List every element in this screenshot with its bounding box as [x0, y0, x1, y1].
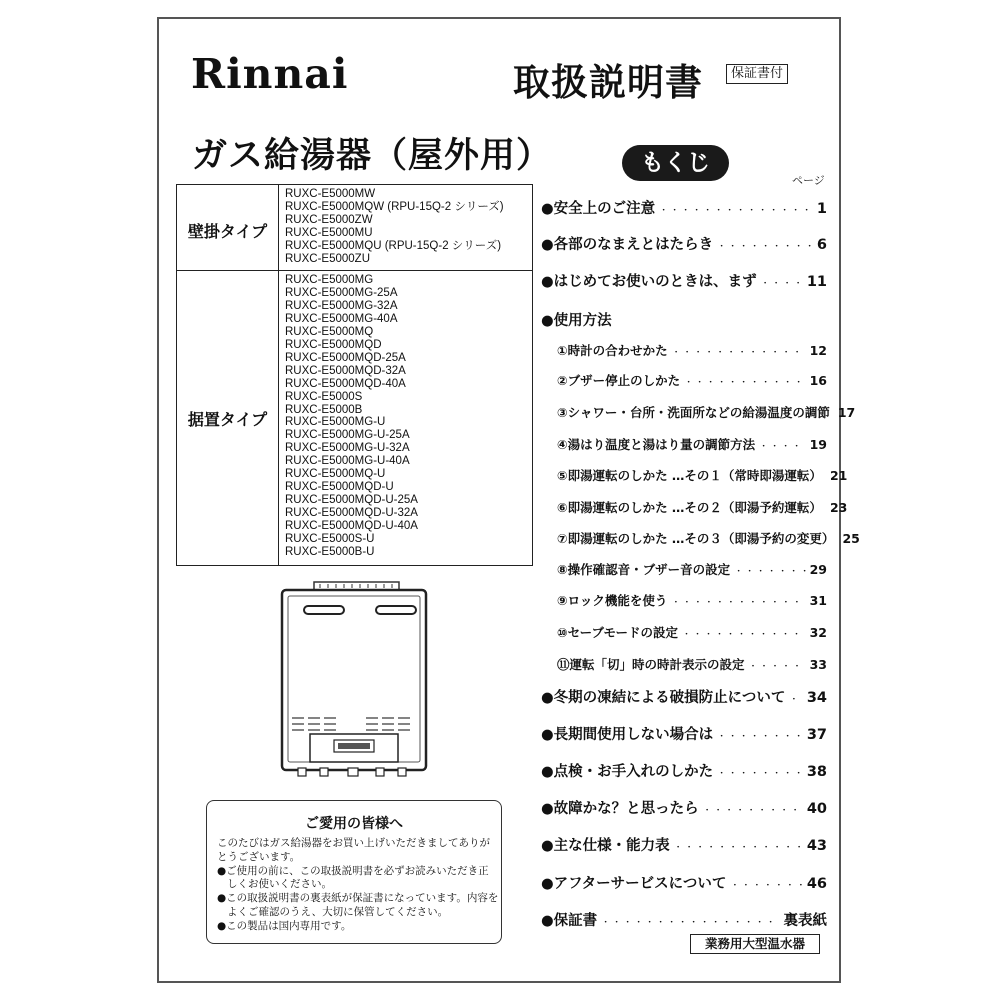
toc-item	[557, 655, 827, 673]
model-table	[176, 184, 533, 566]
toc-item-label: ③シャワー・台所・洗面所などの給湯温度の調節	[557, 405, 830, 420]
notice-box	[206, 800, 502, 944]
toc-item-label: ●主な仕様・能力表	[541, 838, 670, 854]
model-number: RUXC-E5000MG-U-25A	[285, 429, 410, 442]
toc-item-label: ●アフターサービスについて	[541, 876, 727, 892]
model-number: RUXC-E5000MQU (RPU-15Q-2 シリーズ)	[285, 239, 502, 252]
model-number: RUXC-E5000MG	[285, 274, 374, 286]
page-column-label: ページ	[792, 174, 825, 187]
toc-item-label: ⑧操作確認音・ブザー音の設定	[557, 562, 731, 577]
toc-leader-dots	[684, 373, 806, 388]
model-number: RUXC-E5000MQD-U-25A	[285, 494, 418, 507]
toc-item	[557, 341, 827, 359]
warranty-badge: 保証書付	[726, 64, 788, 84]
model-number: RUXC-E5000S	[285, 390, 363, 403]
toc-item-label: ⑦即湯運転のしかた …その３（即湯予約の変更）	[557, 531, 835, 546]
toc-leader-dots	[674, 838, 803, 854]
toc-leader-dots	[734, 562, 806, 577]
toc-item	[557, 403, 856, 421]
toc-page-number: 32	[809, 625, 827, 640]
model-type-wall: 壁掛タイプ	[187, 222, 268, 241]
toc-item	[541, 270, 827, 291]
model-number: RUXC-E5000MQD	[285, 338, 382, 351]
toc-item-label: ●故障かな？と思ったら	[541, 801, 699, 817]
toc-leader-dots	[730, 876, 802, 892]
model-list-floor	[285, 274, 418, 559]
model-number: RUXC-E5000MQD-U-32A	[285, 507, 418, 520]
toc-page-number: 1	[816, 201, 827, 217]
toc-page-number: 40	[806, 801, 827, 817]
toc-item	[557, 591, 827, 609]
toc-page-number: 46	[806, 876, 827, 892]
toc-leader-dots	[789, 690, 802, 706]
model-number: RUXC-E5000MG-25A	[285, 286, 398, 299]
toc-item-label: ②ブザー停止のしかた	[557, 373, 681, 388]
toc-item-label: ●各部のなまえとはたらき	[541, 237, 714, 253]
toc-page-number: 裏表紙	[783, 913, 827, 929]
notice-title: ご愛用の皆様へ	[305, 816, 403, 832]
toc-item	[541, 834, 827, 855]
model-number: RUXC-E5000MQD-U-40A	[285, 520, 418, 533]
model-number: RUXC-E5000MG-40A	[285, 312, 398, 325]
toc-item	[557, 498, 848, 516]
model-number: RUXC-E5000MW	[285, 188, 376, 200]
toc-heading: もくじ	[622, 145, 729, 181]
toc-item-label: ⑨ロック機能を使う	[557, 593, 668, 608]
toc-item	[541, 909, 827, 930]
toc-item	[541, 233, 827, 254]
model-number: RUXC-E5000MQD-U	[285, 481, 394, 494]
model-number: RUXC-E5000MQ	[285, 325, 374, 338]
toc-item-label: ⑩セーブモードの設定	[557, 625, 678, 640]
product-title: ガス給湯器（屋外用）	[192, 136, 553, 176]
toc-item-label: ④湯はり温度と湯はり量の調節方法	[557, 437, 756, 452]
toc-page-number: 11	[806, 274, 827, 290]
notice-bullet: ●ご使用の前に、この取扱説明書を必ずお読みいただき正しくお使いください。	[217, 864, 489, 891]
toc-item	[541, 723, 827, 744]
toc-page-number: 17	[837, 405, 856, 420]
toc-item	[557, 529, 860, 547]
model-number: RUXC-E5000MG-32A	[285, 299, 398, 312]
toc-leader-dots	[682, 625, 806, 640]
toc-item	[557, 560, 827, 578]
notice-body	[217, 837, 499, 934]
toc-item	[541, 797, 827, 818]
toc-leader-dots	[717, 237, 813, 253]
model-number: RUXC-E5000ZU	[285, 252, 370, 265]
toc-leader-dots	[703, 801, 803, 817]
model-number: RUXC-E5000S-U	[285, 533, 375, 546]
model-type-floor: 据置タイプ	[187, 410, 268, 429]
category-tag: 業務用大型温水器	[690, 934, 820, 954]
model-list-wall	[285, 188, 504, 266]
toc-leader-dots	[601, 913, 779, 929]
brand-logo: Rinnai	[191, 50, 349, 98]
toc-item-label: ●保証書	[541, 913, 598, 929]
toc-page-number: 31	[809, 593, 827, 608]
toc-item-label: ●点検・お手入れのしかた	[541, 764, 714, 780]
table-divider	[278, 185, 279, 565]
toc-page-number: 38	[806, 764, 827, 780]
model-number: RUXC-E5000MQD-32A	[285, 364, 406, 377]
toc-page-number: 43	[806, 838, 827, 854]
toc-page-number: 29	[809, 562, 827, 577]
document-title: 取扱説明書	[513, 61, 703, 104]
toc-page-number: 19	[809, 437, 827, 452]
toc-page-number: 12	[809, 343, 827, 358]
toc-leader-dots	[717, 727, 803, 743]
water-heater-illustration	[278, 578, 428, 778]
toc-page-number: 6	[816, 237, 827, 253]
toc-item	[541, 686, 827, 707]
toc-item-label: ⑤即湯運転のしかた …その１（常時即湯運転）	[557, 468, 822, 483]
toc-leader-dots	[761, 274, 803, 290]
toc-page-number: 37	[806, 727, 827, 743]
toc-item	[557, 623, 827, 641]
toc-item	[557, 371, 827, 389]
toc-leader-dots	[672, 343, 806, 358]
model-number: RUXC-E5000MQD-40A	[285, 377, 406, 390]
toc-item-label: ⑥即湯運転のしかた …その２（即湯予約運転）	[557, 500, 822, 515]
toc-item	[541, 197, 827, 218]
toc-page-number: 21	[829, 468, 848, 483]
toc-leader-dots	[659, 201, 813, 217]
model-number: RUXC-E5000B	[285, 403, 363, 416]
model-row-wall	[177, 185, 532, 271]
model-number: RUXC-E5000MG-U-32A	[285, 442, 410, 455]
toc-leader-dots	[717, 764, 803, 780]
toc-item-label: ●使用方法	[541, 313, 612, 329]
toc-item-label: ①時計の合わせかた	[557, 343, 668, 358]
notice-intro: このたびはガス給湯器をお買い上げいただきましてありがとうございます。	[217, 837, 490, 863]
model-number: RUXC-E5000MG-U	[285, 416, 386, 429]
toc-item-label: ●はじめてお使いのときは、まず	[541, 274, 757, 290]
model-number: RUXC-E5000B-U	[285, 546, 375, 559]
toc-page-number: 16	[809, 373, 827, 388]
toc-leader-dots	[759, 437, 806, 452]
toc-item-label: ●長期間使用しない場合は	[541, 727, 714, 743]
toc-leader-dots	[671, 593, 805, 608]
toc-item	[557, 435, 827, 453]
toc-item	[541, 760, 827, 781]
toc-leader-dots	[749, 657, 806, 672]
model-row-floor	[177, 271, 532, 566]
toc-page-number: 23	[829, 500, 848, 515]
toc-item-label: ●安全上のご注意	[541, 201, 656, 217]
model-number: RUXC-E5000MQD-25A	[285, 351, 406, 364]
model-number: RUXC-E5000ZW	[285, 213, 373, 226]
toc-item	[557, 466, 848, 484]
notice-bullet: ●この製品は国内専用です。	[217, 919, 352, 932]
toc-item-label: ⑪運転「切」時の時計表示の設定	[557, 657, 745, 672]
toc-item-label: ●冬期の凍結による破損防止について	[541, 690, 786, 706]
toc-page-number: 25	[842, 531, 860, 546]
model-number: RUXC-E5000MU	[285, 226, 373, 239]
model-number: RUXC-E5000MG-U-40A	[285, 455, 410, 468]
toc-page-number: 33	[809, 657, 827, 672]
model-number: RUXC-E5000MQ-U	[285, 468, 386, 481]
notice-bullet: ●この取扱説明書の裏表紙が保証書になっています。内容をよくご確認のうえ、大切に保管してください。	[217, 892, 499, 918]
toc-item	[541, 309, 827, 330]
toc-page-number: 34	[806, 690, 827, 706]
model-number: RUXC-E5000MQW (RPU-15Q-2 シリーズ)	[285, 200, 504, 213]
toc-item	[541, 872, 827, 893]
